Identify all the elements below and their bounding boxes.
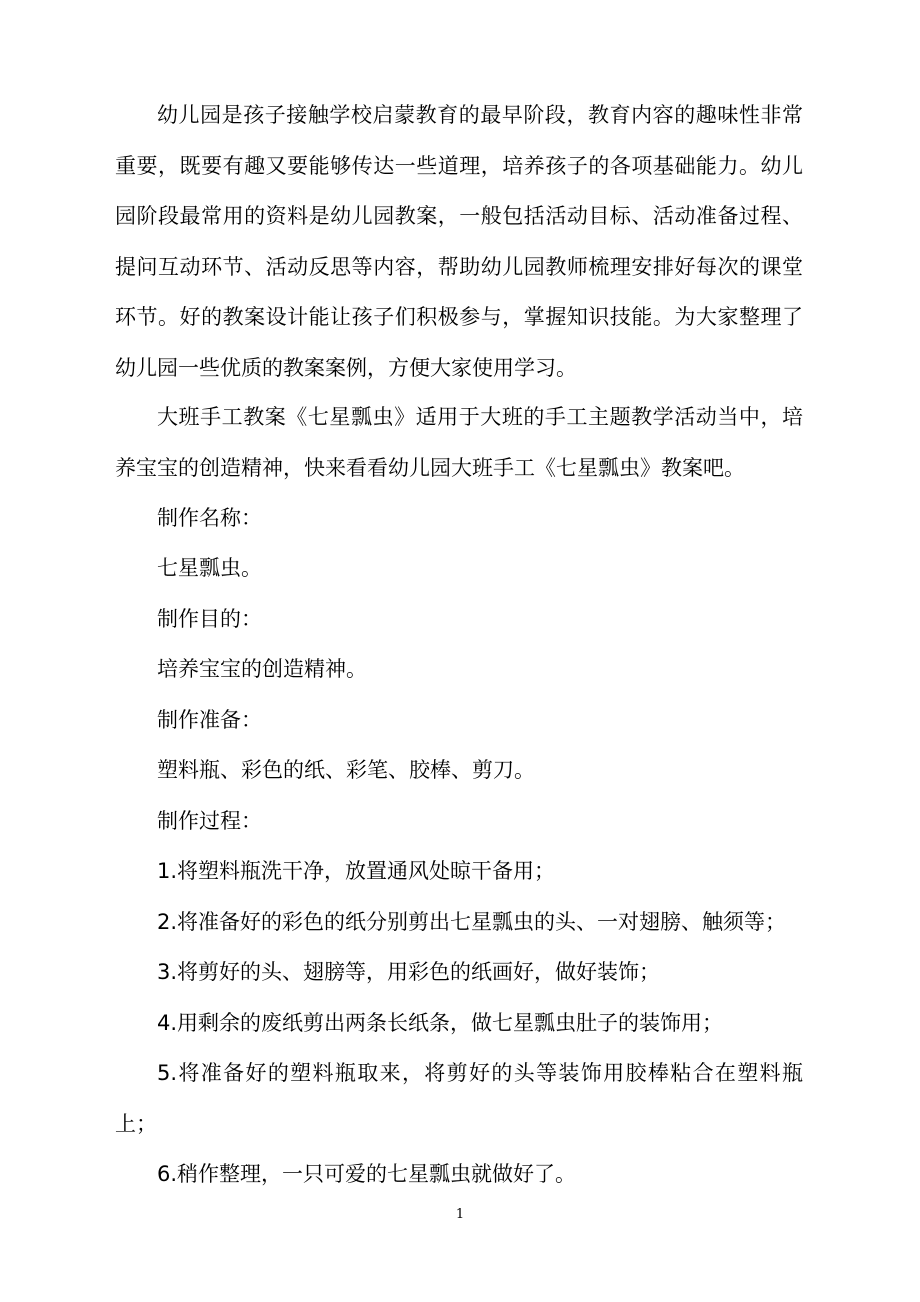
summary-paragraph: 大班手工教案《七星瓢虫》适用于大班的手工主题教学活动当中，培养宝宝的创造精神，快来看看幼儿园大班手工《七星瓢虫》教案吧。 [115, 405, 803, 480]
section-heading-purpose: 制作目的： [157, 607, 262, 631]
section-heading-name: 制作名称： [157, 506, 262, 530]
process-step-6: 6.稍作整理，一只可爱的七星瓢虫就做好了。 [157, 1162, 577, 1186]
section-heading-materials: 制作准备： [157, 708, 262, 732]
page-number: 1 [455, 1207, 465, 1222]
process-step-5: 5.将准备好的塑料瓶取来，将剪好的头等装饰用胶棒粘合在塑料瓶上； [115, 1061, 803, 1136]
section-heading-process: 制作过程： [157, 809, 262, 833]
section-body-materials: 塑料瓶、彩色的纸、彩笔、胶棒、剪刀。 [157, 758, 535, 782]
section-body-name: 七星瓢虫。 [157, 556, 262, 580]
intro-paragraph: 幼儿园是孩子接触学校启蒙教育的最早阶段，教育内容的趣味性非常重要，既要有趣又要能够传达一些道理，培养孩子的各项基础能力。幼儿园阶段最常用的资料是幼儿园教案，一般包括活动目标、活动准备过程、提问互动环节、活动反思等内容，帮助幼儿园教师梳理安排好每次的课堂环节。好的教案设计能让孩子们积极参与，掌握知识技能。为大家整理了幼儿园一些优质的教案案例，方便大家使用学习。 [115, 103, 803, 380]
section-body-purpose: 培养宝宝的创造精神。 [157, 657, 367, 681]
process-step-4: 4.用剩余的废纸剪出两条长纸条，做七星瓢虫肚子的装饰用； [157, 1011, 724, 1035]
process-step-3: 3.将剪好的头、翅膀等，用彩色的纸画好，做好装饰； [157, 960, 661, 984]
process-step-1: 1.将塑料瓶洗干净，放置通风处晾干备用； [157, 859, 556, 883]
process-step-2: 2.将准备好的彩色的纸分别剪出七星瓢虫的头、一对翅膀、触须等； [157, 910, 787, 934]
